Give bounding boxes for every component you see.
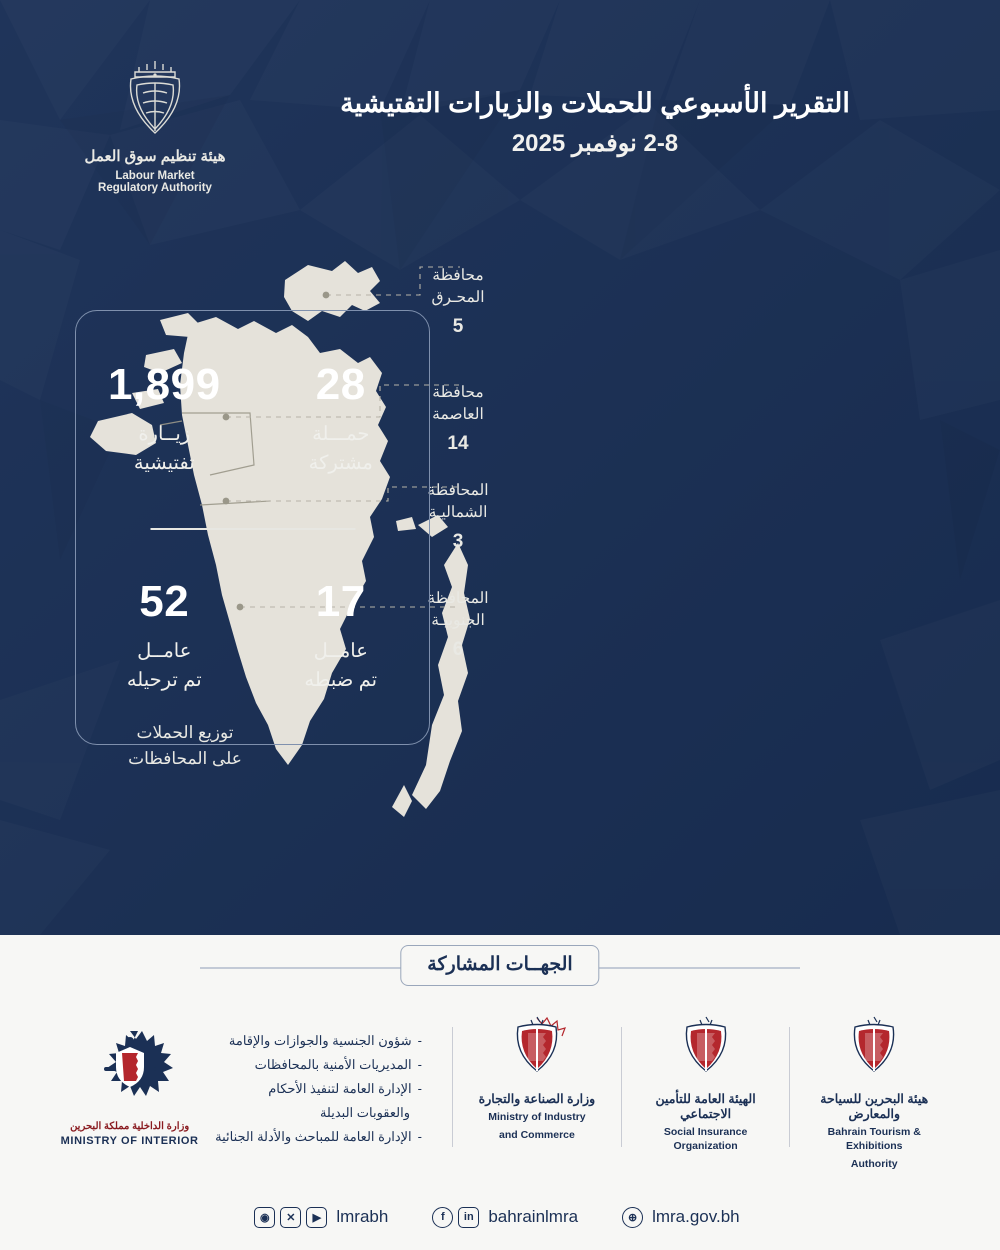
logo-english-line1: Labour Market bbox=[115, 170, 195, 182]
list-item: - المديريات الأمنية بالمحافظات bbox=[199, 1053, 422, 1077]
gov-name-line2: العاصمة bbox=[432, 406, 484, 424]
map-caption-line1: توزيع الحملات bbox=[136, 723, 234, 742]
list-item: - شؤون الجنسية والجوازات والإقامة bbox=[199, 1029, 422, 1053]
gov-name-line2: المحـرق bbox=[431, 289, 485, 307]
stat-label-line2: تم ترحيله bbox=[126, 668, 202, 691]
org-english-line2: and Commerce bbox=[498, 1129, 575, 1142]
divider bbox=[621, 1027, 622, 1147]
moi-departments-list bbox=[199, 1015, 434, 1149]
date-range: 2-8 نوفمبر 2025 bbox=[511, 130, 679, 158]
gov-value: 3 bbox=[452, 530, 464, 552]
divider bbox=[789, 1027, 790, 1147]
social-handle-2: bahrainlmra bbox=[488, 1207, 579, 1226]
stat-label-line2: تفتيشية bbox=[133, 452, 195, 475]
org-logo-tourism-exhibitions bbox=[808, 1015, 940, 1172]
org-arabic-name: هيئة البحرين للسياحة والمعارض bbox=[820, 1092, 929, 1121]
bahrain-crest-icon bbox=[845, 1015, 903, 1089]
stat-label bbox=[304, 637, 377, 696]
stat-joint-campaigns bbox=[253, 311, 430, 528]
stat-label-line1: حمـــلة bbox=[312, 423, 370, 445]
org-english-line2: Authority bbox=[850, 1158, 898, 1171]
org-english-line1: Bahrain Tourism & Exhibitions bbox=[827, 1126, 921, 1153]
footer-social bbox=[0, 1202, 1000, 1232]
logo-arabic-name: هيئة تنظيم سوق العمل bbox=[84, 148, 226, 165]
stat-label-line1: عامــل bbox=[313, 639, 368, 662]
website-url[interactable]: lmra.gov.bh bbox=[652, 1207, 740, 1226]
gov-value: 6 bbox=[452, 638, 464, 660]
stat-label bbox=[127, 637, 202, 696]
youtube-icon[interactable]: ▶ bbox=[306, 1207, 327, 1228]
lmra-logo bbox=[60, 55, 250, 194]
moi-crest-icon bbox=[82, 1023, 178, 1119]
website-group bbox=[622, 1207, 746, 1228]
participants-logos bbox=[60, 1015, 940, 1185]
gov-name-line1: محافظة bbox=[432, 384, 484, 401]
bahrain-crest-icon bbox=[677, 1015, 735, 1089]
stat-value: 17 bbox=[315, 576, 366, 626]
globe-icon[interactable]: ⊕ bbox=[622, 1207, 643, 1228]
list-item: والعقوبات البديلة bbox=[319, 1105, 411, 1121]
org-logo-social-insurance bbox=[640, 1015, 772, 1153]
title-block bbox=[250, 85, 940, 158]
gov-value: 14 bbox=[447, 432, 469, 454]
stat-workers-caught bbox=[253, 528, 430, 745]
moi-arabic-name: وزارة الداخلية مملكة البحرين bbox=[70, 1121, 190, 1132]
stat-workers-deported bbox=[76, 528, 253, 745]
org-english-line1: Social Insurance Organization bbox=[663, 1126, 748, 1153]
stat-value: 52 bbox=[139, 576, 190, 626]
org-arabic-name: الهيئة العامة للتأمين الاجتماعي bbox=[655, 1092, 756, 1121]
page-title: التقرير الأسبوعي للحملات والزيارات التفتيشية bbox=[340, 88, 850, 118]
list-item: - الإدارة العامة للمباحث والأدلة الجنائية bbox=[199, 1125, 422, 1149]
moi-english-name: MINISTRY OF INTERIOR bbox=[60, 1135, 199, 1147]
stat-label bbox=[309, 420, 373, 479]
bahrain-crest-icon bbox=[117, 55, 193, 143]
stats-divider bbox=[150, 528, 355, 530]
linkedin-icon[interactable]: in bbox=[458, 1207, 479, 1228]
logo-english-line2: Regulatory Authority bbox=[98, 182, 212, 194]
social-group-2 bbox=[432, 1207, 584, 1228]
org-english-line1: Ministry of Industry bbox=[488, 1111, 586, 1123]
x-icon[interactable]: ✕ bbox=[280, 1207, 301, 1228]
stat-inspection-visits bbox=[76, 311, 253, 528]
stats-card bbox=[75, 310, 430, 745]
stat-label-line1: عامــل bbox=[137, 639, 192, 662]
gov-name-line1: محافظة bbox=[432, 267, 484, 284]
map-caption-line2: على المحافظات bbox=[128, 748, 242, 768]
gov-name-line2: الجنوبيـة bbox=[431, 612, 485, 630]
stat-value: 1,899 bbox=[107, 360, 221, 409]
instagram-icon[interactable]: ◉ bbox=[254, 1207, 275, 1228]
stat-label-line2: تم ضبطه bbox=[304, 668, 378, 691]
org-logo-industry-commerce bbox=[471, 1015, 603, 1142]
social-group-1 bbox=[254, 1207, 394, 1228]
participants-heading: الجهــات المشاركة bbox=[400, 945, 599, 986]
bahrain-crest-icon bbox=[508, 1015, 566, 1089]
moi-logo bbox=[60, 1015, 199, 1147]
stat-value: 28 bbox=[315, 360, 366, 409]
stat-label-line2: مشتركة bbox=[308, 452, 373, 475]
gov-value: 5 bbox=[452, 315, 464, 337]
gov-name-line1: المحافظة bbox=[427, 590, 489, 607]
org-arabic-name: وزارة الصناعة والتجارة bbox=[478, 1092, 596, 1106]
stat-label-line1: زيــارة bbox=[138, 423, 191, 445]
social-handle: lmrabh bbox=[336, 1207, 389, 1226]
divider bbox=[452, 1027, 453, 1147]
header bbox=[0, 55, 1000, 225]
participants-panel bbox=[0, 935, 1000, 1250]
gov-name-line2: الشماليـة bbox=[428, 504, 488, 522]
stat-label bbox=[134, 420, 195, 479]
facebook-icon[interactable]: f bbox=[432, 1207, 453, 1228]
gov-name-line1: المحافظة bbox=[427, 482, 489, 499]
list-item: - الإدارة العامة لتنفيذ الأحكام bbox=[199, 1077, 422, 1101]
